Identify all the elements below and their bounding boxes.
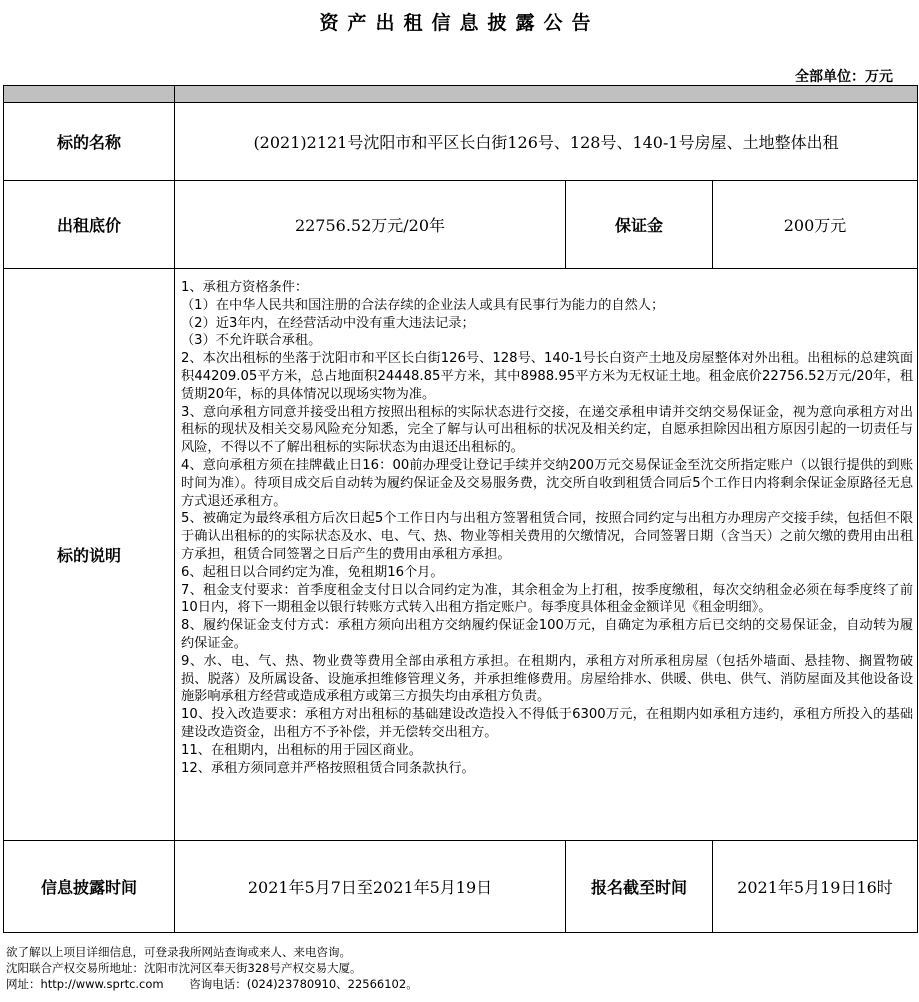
unit-note: 全部单位：万元 — [795, 69, 893, 85]
footer-line: 欲了解以上项目详细信息，可登录我所网站查询或来人、来电咨询。 — [6, 945, 351, 959]
desc-label: 标的说明 — [4, 269, 175, 841]
desc-line: 8、履约保证金支付方式：承租方须向出租方交纳履约保证金100万元，自确定为承租方后已交纳的交易保证金，自动转为履约保证金。 — [181, 618, 914, 651]
name-value: (2021)2121号沈阳市和平区长白街126号、128号、140-1号房屋、土地整体出租 — [175, 103, 918, 181]
info-table — [3, 85, 918, 933]
deposit-value: 200万元 — [713, 181, 918, 269]
price-value: 22756.52万元/20年 — [175, 181, 566, 269]
page-title: 资产出租信息披露公告 — [319, 12, 600, 34]
footer-line: 沈阳联合产权交易所地址：沈阳市沈河区奉天街328号产权交易大厦。 — [6, 961, 362, 975]
row-price — [4, 181, 918, 269]
desc-line: 11、在租期内，出租标的用于园区商业。 — [181, 742, 422, 758]
row-name — [4, 103, 918, 181]
row-description — [4, 269, 918, 841]
row-dates — [4, 841, 918, 933]
desc-line: （2）近3年内，在经营活动中没有重大违法记录； — [181, 315, 475, 331]
disclose-value: 2021年5月7日至2021年5月19日 — [175, 841, 566, 933]
table-header-band — [4, 86, 918, 103]
footer-line: 网址：http://www.sprtc.com 咨询电话：(024)23780910、22566102。 — [6, 977, 418, 991]
desc-line: 7、租金支付要求：首季度租金支付日以合同约定为准，其余租金为上打租，按季度缴租，每次交纳租金必须在每季度终了前10日内，将下一期租金以银行转账方式转入出租方指定账户。每季度具体租金金额详见《租金明细》。 — [181, 582, 914, 616]
desc-line: （3）不允许联合承租。 — [181, 333, 322, 349]
desc-line: 10、投入改造要求：承租方对出租标的基础建设改造投入不得低于6300万元，在租期内如承租方违约，承租方所投入的基础建设改造资金，出租方不予补偿，并无偿转交出租方。 — [181, 707, 914, 740]
desc-line: 12、承租方须同意并严格按照租赁合同条款执行。 — [181, 760, 475, 776]
deadline-label: 报名截至时间 — [566, 841, 713, 933]
desc-line: 3、意向承租方同意并接受出租方按照出租标的实际状态进行交接，在递交承租申请并交纳交易保证金，视为意向承租方对出租标的现状及相关交易风险充分知悉，完全了解与认可出租标的状况及相关约定，自愿承担除因出租方原因引起的一切责任与风险，不得以不了解出租标的实际状态为由退还出租标的。 — [181, 404, 914, 456]
desc-line: 9、水、电、气、热、物业费等费用全部由承租方承担。在租期内，承租方对所承租房屋（包括外墙面、悬挂物、搁置物破损、脱落）及所属设备、设施承担维修管理义务，并承担维修费用。房屋给排水、供暖、供电、供气、消防屋面及其他设备设施影响承租方经营或造成承租方或第三方损失均由承租方负责。 — [181, 653, 914, 705]
desc-line: 1、承租方资格条件： — [181, 280, 309, 295]
price-label: 出租底价 — [4, 181, 175, 269]
desc-content — [175, 269, 918, 841]
name-label: 标的名称 — [4, 103, 175, 181]
deposit-label: 保证金 — [566, 181, 713, 269]
desc-line: 2、本次出租标的坐落于沈阳市和平区长白街126号、128号、140-1号长白资产土地及房屋整体对外出租。出租标的总建筑面积44209.05平方米，总占地面积24448.85平方米，其中8988.95平方米为无权证土地。租金底价22756.52万元/20年，租赁期20年，标的具体情况以现场实物为准。 — [181, 351, 914, 402]
desc-line: 6、起租日以合同约定为准，免租期16个月。 — [181, 564, 444, 580]
disclose-label: 信息披露时间 — [4, 841, 175, 933]
footer-info — [6, 944, 418, 992]
desc-line: 4、意向承租方须在挂牌截止日16：00前办理受让登记手续并交纳200万元交易保证金至沈交所指定账户（以银行提供的到账时间为准）。待项目成交后自动转为履约保证金及交易服务费，沈交所自收到租赁合同后5个工作日内将剩余保证金原路径无息方式退还承租方。 — [181, 457, 914, 509]
desc-line: 5、被确定为最终承租方后次日起5个工作日内与出租方签署租赁合同，按照合同约定与出租方办理房产交接手续，包括但不限于确认出租标的的实际状态及水、电、气、热、物业等相关费用的欠缴情况，合同签署日期（含当天）之前欠缴的费用由出租方承担，租赁合同签署之日后产生的费用由承租方承担。 — [181, 511, 914, 562]
desc-line: （1）在中华人民共和国注册的合法存续的企业法人或具有民事行为能力的自然人； — [181, 297, 665, 313]
deadline-value: 2021年5月19日16时 — [713, 841, 918, 933]
